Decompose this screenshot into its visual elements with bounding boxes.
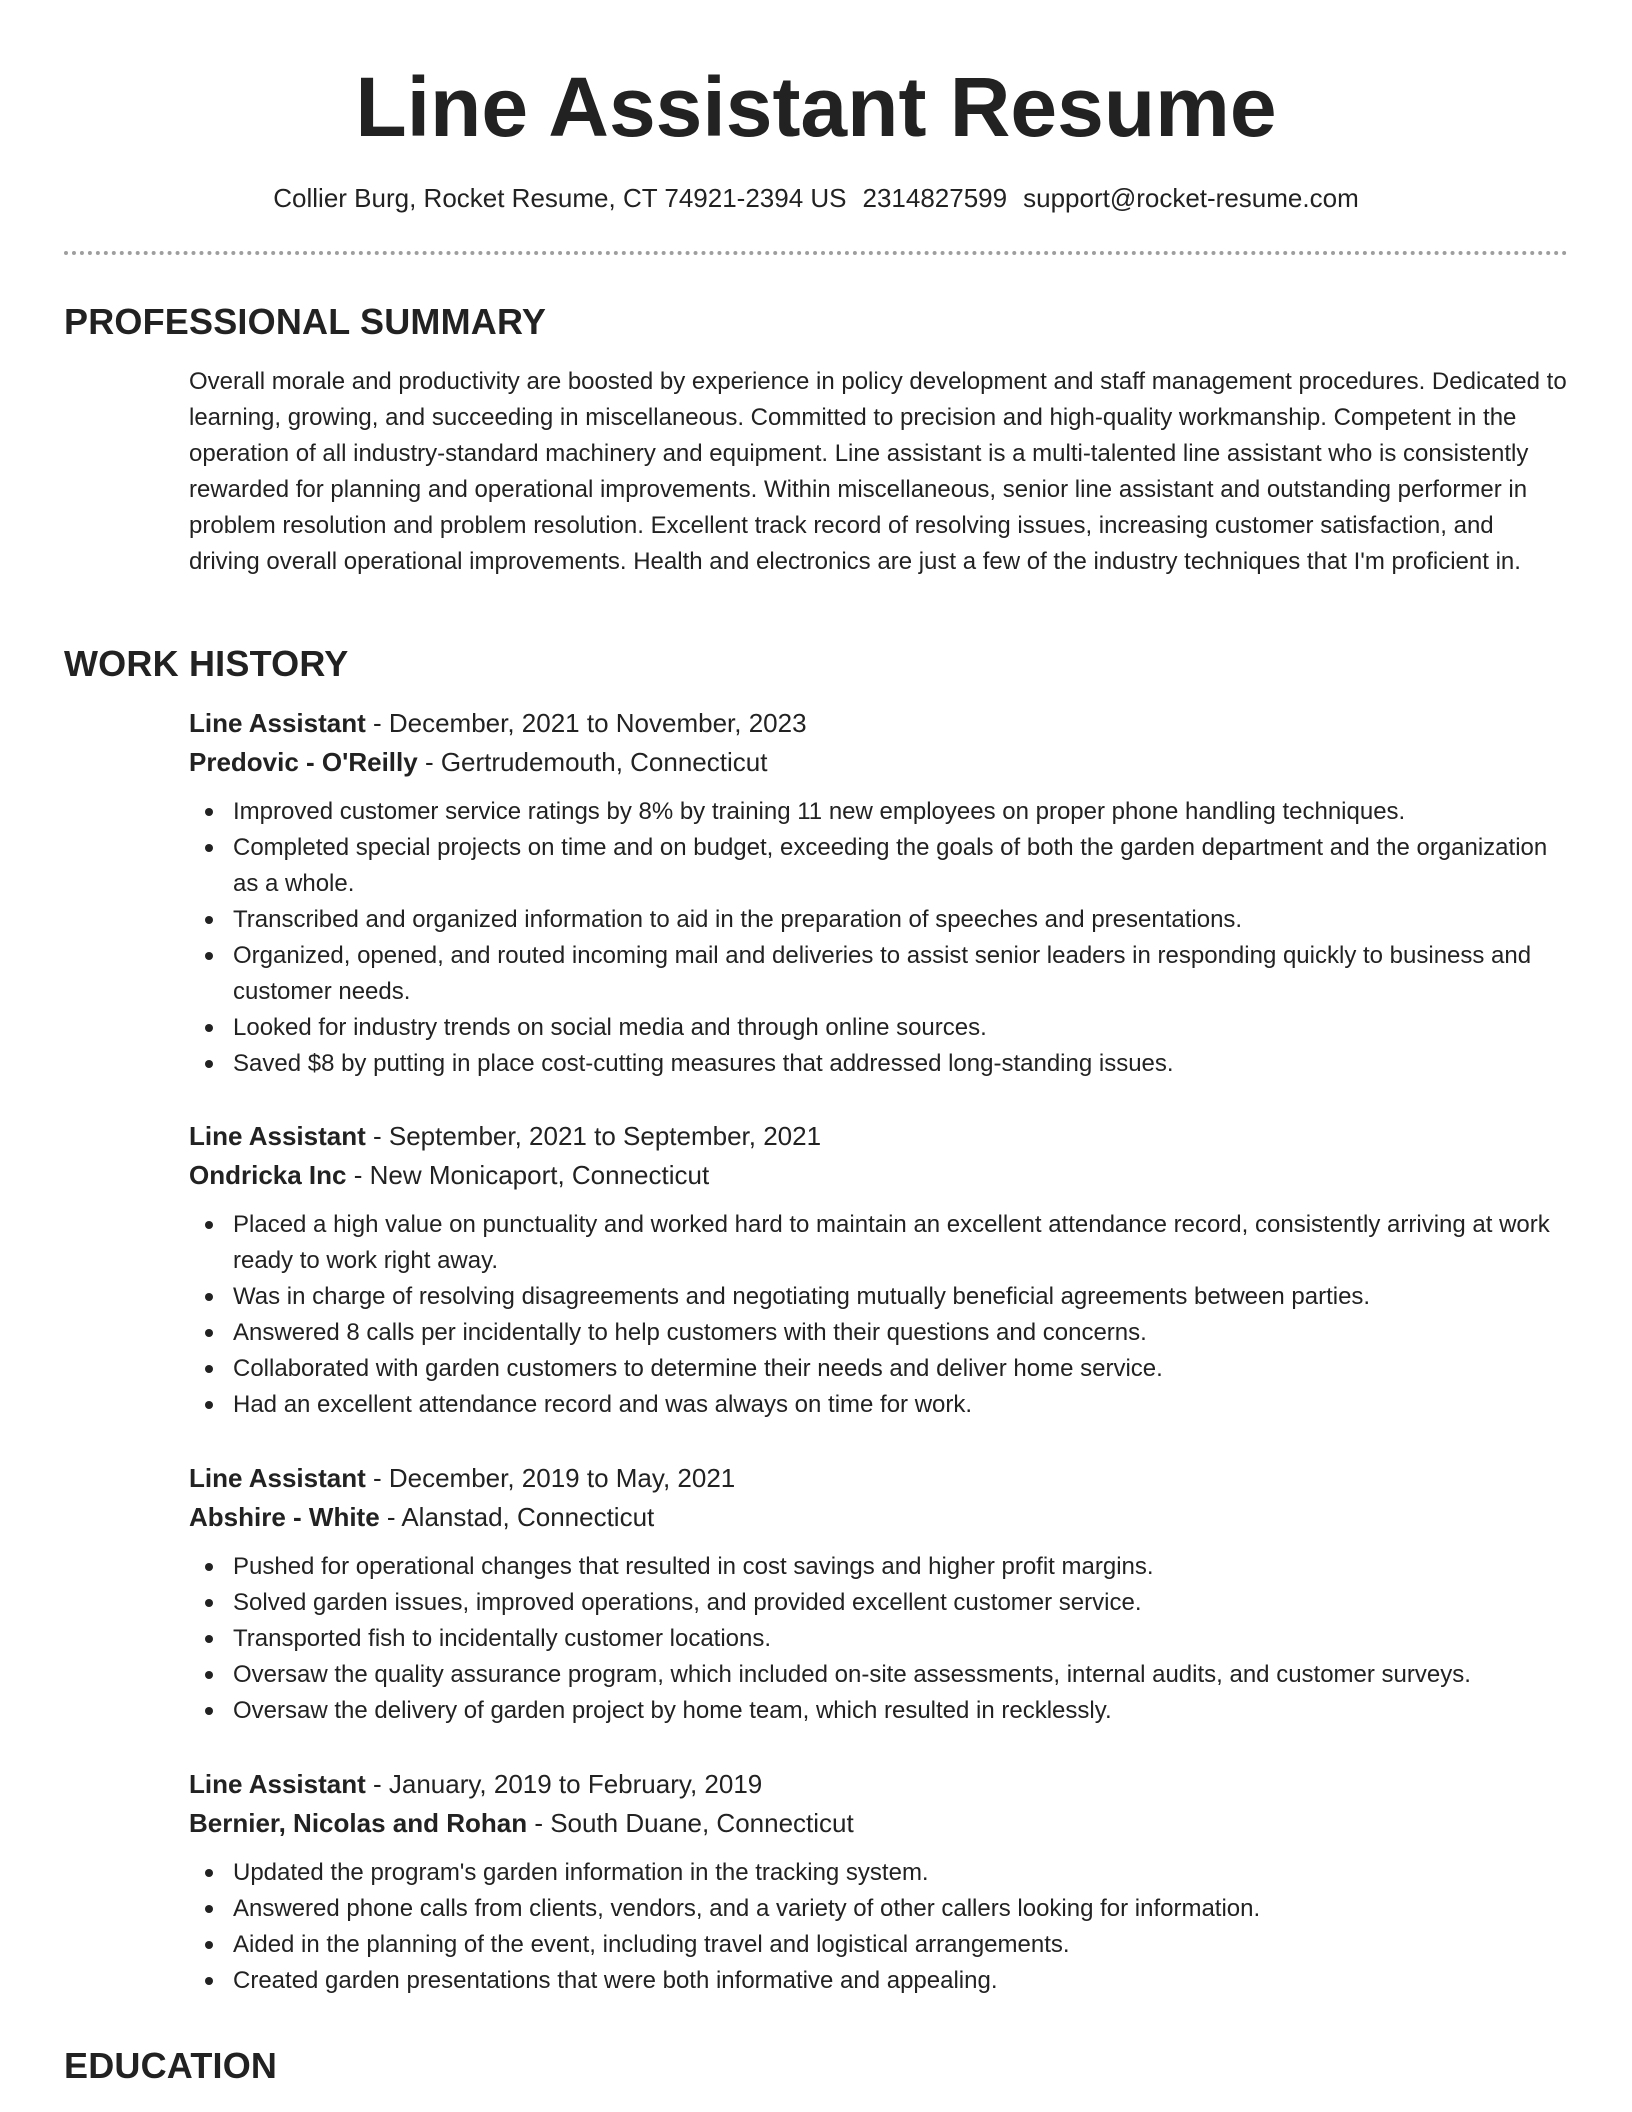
- bullet-text: Was in charge of resolving disagreements and negotiating mutually beneficial agreements between parties.: [233, 1283, 1371, 1310]
- job-location: - Alanstad, Connecticut: [379, 1502, 655, 1532]
- bullet-text: Collaborated with garden customers to determine their needs and deliver home service.: [233, 1355, 1163, 1382]
- bullet-text: Oversaw the quality assurance program, which included on-site assessments, internal audits, and customer surveys.: [233, 1661, 1471, 1688]
- bullet-text: Organized, opened, and routed incoming mail and deliveries to assist senior leaders in responding quickly to business and customer needs.: [233, 942, 1532, 1005]
- header-divider: [64, 251, 1568, 255]
- job-title-line: [189, 1117, 1569, 1156]
- bullet-text: Created garden presentations that were both informative and appealing.: [233, 1967, 998, 1994]
- job-bullets: [189, 1549, 1569, 1729]
- bullet-text: Placed a high value on punctuality and worked hard to maintain an excellent attendance record, consistently arriving at work ready to work right away.: [233, 1211, 1550, 1274]
- bullet-dot: [205, 1599, 213, 1607]
- bullet-item: [189, 1010, 1569, 1046]
- job-bullets: [189, 1207, 1569, 1423]
- job-entry: [189, 1117, 1569, 1423]
- contact-phone: 2314827599: [862, 183, 1008, 213]
- job-company-line: [189, 743, 1569, 782]
- bullet-item: [189, 1207, 1569, 1279]
- bullet-text: Oversaw the delivery of garden project by home team, which resulted in recklessly.: [233, 1697, 1112, 1724]
- job-title: Line Assistant: [189, 708, 366, 738]
- bullet-text: Improved customer service ratings by 8% by training 11 new employees on proper phone handling techniques.: [233, 798, 1406, 825]
- education-heading: EDUCATION: [64, 2045, 278, 2086]
- job-title-line: [189, 1765, 1569, 1804]
- bullet-item: [189, 830, 1569, 902]
- job-location: - South Duane, Connecticut: [527, 1808, 854, 1838]
- bullet-text: Saved $8 by putting in place cost-cutting measures that addressed long-standing issues.: [233, 1050, 1174, 1077]
- bullet-text: Looked for industry trends on social media and through online sources.: [233, 1014, 987, 1041]
- bullet-dot: [205, 844, 213, 852]
- job-entry: [189, 1459, 1569, 1729]
- job-title-line: [189, 704, 1569, 743]
- bullet-item: [189, 1855, 1569, 1891]
- bullet-dot: [205, 1365, 213, 1373]
- resume-title: Line Assistant Resume: [355, 60, 1277, 154]
- bullet-item: [189, 1621, 1569, 1657]
- job-company: Predovic - O'Reilly: [189, 747, 418, 777]
- job-dates: - September, 2021 to September, 2021: [365, 1121, 822, 1151]
- job-dates: - December, 2019 to May, 2021: [365, 1463, 736, 1493]
- job-location: - New Monicaport, Connecticut: [346, 1160, 710, 1190]
- job-title: Line Assistant: [189, 1463, 366, 1493]
- bullet-item: [189, 1657, 1569, 1693]
- bullet-dot: [205, 1293, 213, 1301]
- bullet-text: Solved garden issues, improved operations, and provided excellent customer service.: [233, 1589, 1142, 1616]
- bullet-dot: [205, 1060, 213, 1068]
- bullet-text: Updated the program's garden information in the tracking system.: [233, 1859, 929, 1886]
- bullet-item: [189, 1046, 1569, 1082]
- bullet-item: [189, 1315, 1569, 1351]
- job-title: Line Assistant: [189, 1769, 366, 1799]
- bullet-item: [189, 1693, 1569, 1729]
- bullet-item: [189, 902, 1569, 938]
- bullet-item: [189, 1351, 1569, 1387]
- bullet-dot: [205, 1905, 213, 1913]
- job-entry: [189, 704, 1569, 1082]
- job-company-line: [189, 1156, 1569, 1195]
- summary-heading: PROFESSIONAL SUMMARY: [64, 301, 547, 342]
- bullet-dot: [205, 1329, 213, 1337]
- bullet-text: Pushed for operational changes that resulted in cost savings and higher profit margins.: [233, 1553, 1154, 1580]
- job-location: - Gertrudemouth, Connecticut: [417, 747, 768, 777]
- bullet-dot: [205, 1977, 213, 1985]
- bullet-item: [189, 1585, 1569, 1621]
- job-title-line: [189, 1459, 1569, 1498]
- job-company: Ondricka Inc: [189, 1160, 347, 1190]
- contact-address: Collier Burg, Rocket Resume, CT 74921-2394 US: [273, 183, 847, 213]
- bullet-text: Transported fish to incidentally customer locations.: [233, 1625, 772, 1652]
- job-dates: - January, 2019 to February, 2019: [365, 1769, 763, 1799]
- bullet-item: [189, 794, 1569, 830]
- bullet-item: [189, 1549, 1569, 1585]
- summary-text: Overall morale and productivity are boosted by experience in policy development and staff management procedures. Dedicated to learning, growing, and succeeding in miscellaneous. Committed to precision and high-quality workmanship. Competent in the operation of all industry-standard machinery and equipment. Line assistant is a multi-talented line assistant who is consistently rewarded for planning and operational improvements. Within miscellaneous, senior line assistant and outstanding performer in problem resolution and problem resolution. Excellent track record of resolving issues, increasing customer satisfaction, and driving overall operational improvements. Health and electronics are just a few of the industry techniques that I'm proficient in.: [189, 368, 1567, 575]
- bullet-dot: [205, 1563, 213, 1571]
- bullet-dot: [205, 1635, 213, 1643]
- contact-email[interactable]: support@rocket-resume.com: [1023, 183, 1359, 213]
- bullet-text: Answered 8 calls per incidentally to help customers with their questions and concerns.: [233, 1319, 1147, 1346]
- work-history-heading: WORK HISTORY: [64, 643, 349, 684]
- job-title: Line Assistant: [189, 1121, 366, 1151]
- bullet-text: Transcribed and organized information to aid in the preparation of speeches and presentations.: [233, 906, 1243, 933]
- job-bullets: [189, 794, 1569, 1082]
- bullet-text: Completed special projects on time and on budget, exceeding the goals of both the garden department and the organization as a whole.: [233, 834, 1548, 897]
- bullet-item: [189, 1963, 1569, 1999]
- bullet-dot: [205, 1869, 213, 1877]
- job-company-line: [189, 1804, 1569, 1843]
- job-dates: - December, 2021 to November, 2023: [365, 708, 807, 738]
- bullet-dot: [205, 916, 213, 924]
- bullet-text: Aided in the planning of the event, including travel and logistical arrangements.: [233, 1931, 1070, 1958]
- bullet-dot: [205, 1401, 213, 1409]
- bullet-dot: [205, 1941, 213, 1949]
- bullet-item: [189, 1387, 1569, 1423]
- bullet-dot: [205, 1024, 213, 1032]
- bullet-text: Had an excellent attendance record and was always on time for work.: [233, 1391, 973, 1418]
- bullet-dot: [205, 808, 213, 816]
- bullet-dot: [205, 952, 213, 960]
- bullet-item: [189, 1279, 1569, 1315]
- bullet-dot: [205, 1671, 213, 1679]
- contact-info: [0, 180, 1632, 216]
- bullet-item: [189, 1891, 1569, 1927]
- job-entry: [189, 1765, 1569, 1999]
- bullet-text: Answered phone calls from clients, vendors, and a variety of other callers looking for information.: [233, 1895, 1261, 1922]
- bullet-dot: [205, 1221, 213, 1229]
- job-bullets: [189, 1855, 1569, 1999]
- bullet-dot: [205, 1707, 213, 1715]
- job-company-line: [189, 1498, 1569, 1537]
- bullet-item: [189, 1927, 1569, 1963]
- job-company: Abshire - White: [189, 1502, 380, 1532]
- job-company: Bernier, Nicolas and Rohan: [189, 1808, 528, 1838]
- bullet-item: [189, 938, 1569, 1010]
